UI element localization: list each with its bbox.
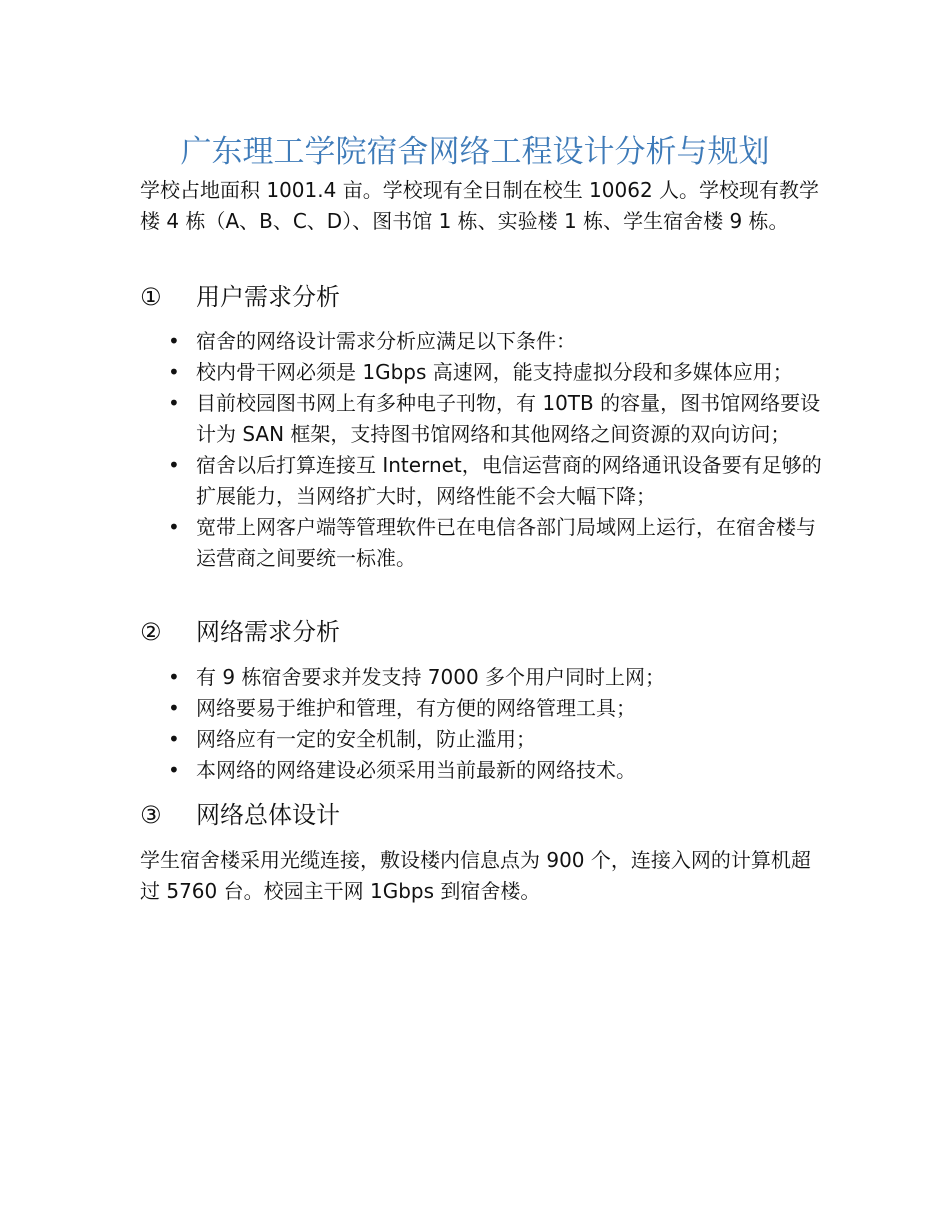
list-item: • 有 9 栋宿舍要求并发支持 7000 多个用户同时上网； <box>168 662 828 693</box>
section-number: ① <box>140 283 162 311</box>
bullet-icon: • <box>168 515 180 539</box>
section-heading-text: 网络需求分析 <box>196 618 340 646</box>
bullet-icon: • <box>168 665 180 689</box>
bullet-icon: • <box>168 391 180 415</box>
user-requirements-list <box>168 326 828 574</box>
section-number: ② <box>140 618 162 646</box>
list-item: • 宿舍以后打算连接互 Internet，电信运营商的网络通讯设备要有足够的扩展能力，当网络扩大时，网络性能不会大幅下降； <box>168 450 828 512</box>
list-item: • 目前校园图书网上有多种电子刊物，有 10TB 的容量，图书馆网络要设计为 SAN 框架，支持图书馆网络和其他网络之间资源的双向访问； <box>168 388 828 450</box>
list-item: • 宿舍的网络设计需求分析应满足以下条件： <box>168 326 828 357</box>
section-heading-text: 用户需求分析 <box>196 283 340 311</box>
list-item: • 网络应有一定的安全机制，防止滥用； <box>168 724 828 755</box>
list-item: • 校内骨干网必须是 1Gbps 高速网，能支持虚拟分段和多媒体应用； <box>168 357 828 388</box>
section-heading-user-requirements <box>140 280 340 314</box>
intro-paragraph: 学校占地面积 1001.4 亩。学校现有全日制在校生 10062 人。学校现有教学楼 4 栋（A、B、C、D）、图书馆 1 栋、实验楼 1 栋、学生宿舍楼 9 栋。 <box>140 178 820 233</box>
bullet-icon: • <box>168 727 180 751</box>
overall-design-paragraph: 学生宿舍楼采用光缆连接，敷设楼内信息点为 900 个，连接入网的计算机超过 5760 台。校园主干网 1Gbps 到宿舍楼。 <box>140 848 811 903</box>
list-item: • 网络要易于维护和管理，有方便的网络管理工具； <box>168 693 828 724</box>
bullet-icon: • <box>168 453 180 477</box>
bullet-icon: • <box>168 360 180 384</box>
section-heading-text: 网络总体设计 <box>196 801 340 829</box>
list-item: • 本网络的网络建设必须采用当前最新的网络技术。 <box>168 755 828 786</box>
section-heading-overall-design <box>140 798 340 832</box>
section-number: ③ <box>140 801 162 829</box>
bullet-icon: • <box>168 329 180 353</box>
section-heading-network-requirements <box>140 615 340 649</box>
bullet-icon: • <box>168 696 180 720</box>
list-item: • 宽带上网客户端等管理软件已在电信各部门局域网上运行，在宿舍楼与运营商之间要统一标准。 <box>168 512 828 574</box>
network-requirements-list <box>168 662 828 786</box>
bullet-icon: • <box>168 758 180 782</box>
document-title: 广东理工学院宿舍网络工程设计分析与规划 <box>180 134 770 170</box>
